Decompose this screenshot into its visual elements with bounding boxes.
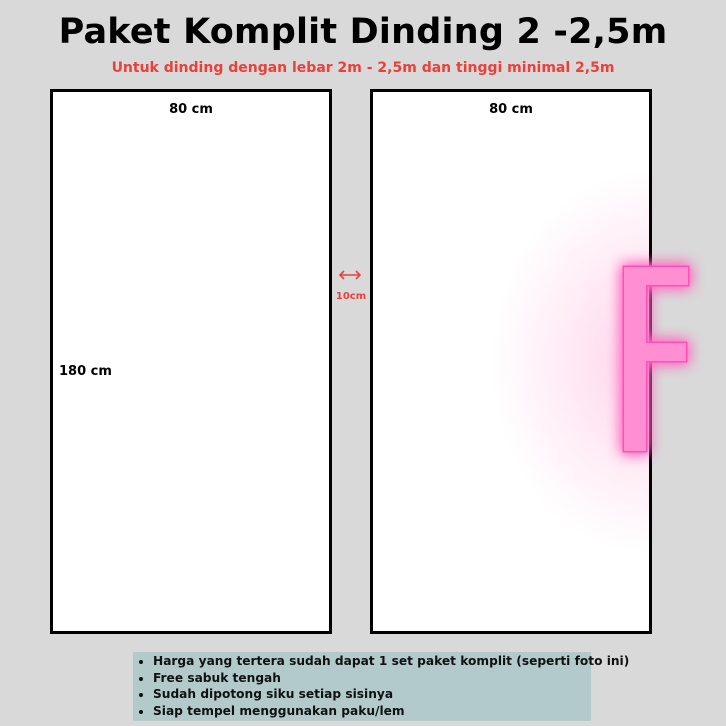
list-item: • Sudah dipotong siku setiap sisinya — [153, 686, 591, 703]
feature-list — [133, 652, 630, 721]
page-title: Paket Komplit Dinding 2 -2,5m — [58, 12, 668, 52]
page-subtitle: Untuk dinding dengan lebar 2m - 2,5m dan tinggi minimal 2,5m — [111, 60, 615, 76]
list-item: • Free sabuk tengah — [153, 670, 591, 687]
panel-width-label: 80 cm — [489, 102, 533, 117]
panel-width-label: 80 cm — [169, 102, 213, 117]
gap-label: 10cm — [335, 291, 367, 302]
panel-height-label: 180 cm — [59, 364, 112, 379]
list-item: • Harga yang tertera sudah dapat 1 set paket komplit (seperti foto ini) — [153, 653, 591, 670]
wall-panel-left — [50, 89, 332, 634]
neon-letter-f-icon — [600, 245, 710, 475]
list-item: • Siap tempel menggunakan paku/lem — [153, 703, 591, 720]
double-arrow-icon — [337, 268, 363, 282]
